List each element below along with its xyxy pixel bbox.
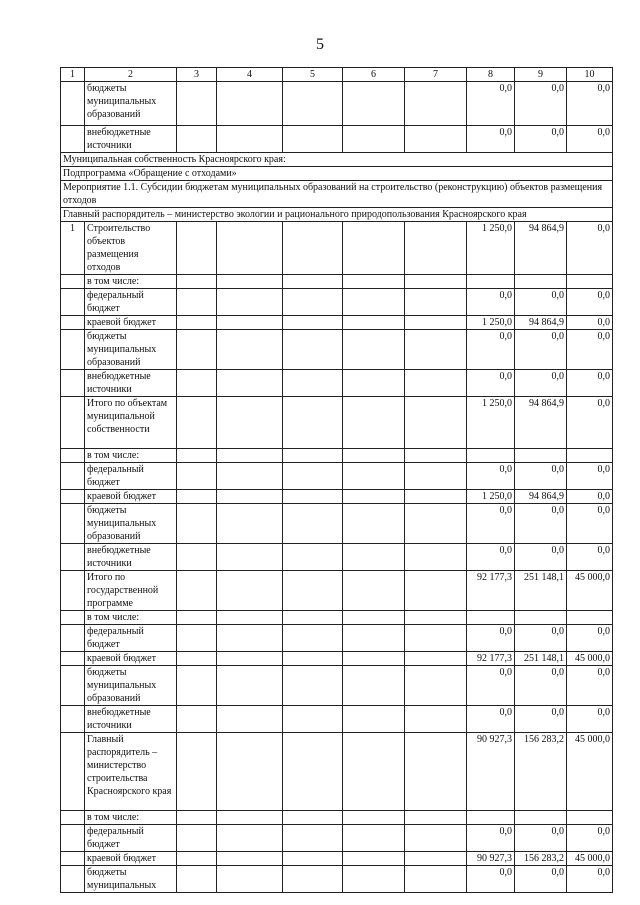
col-header: 3: [177, 68, 217, 82]
empty-cell: [343, 544, 405, 571]
empty-cell: [343, 504, 405, 544]
row-name-cell: внебюджетные источники: [85, 126, 177, 153]
empty-cell: [283, 82, 343, 126]
col-header: 10: [567, 68, 613, 82]
empty-cell: [405, 811, 467, 825]
empty-cell: [343, 316, 405, 330]
empty-cell: [405, 504, 467, 544]
empty-cell: [343, 126, 405, 153]
value-cell-9: 156 283,2: [515, 733, 567, 811]
empty-cell: [217, 126, 283, 153]
empty-cell: [343, 811, 405, 825]
value-cell-10: 0,0: [567, 82, 613, 126]
table-row: [61, 544, 613, 571]
value-cell-10: 0,0: [567, 222, 613, 275]
value-cell-9: 0,0: [515, 706, 567, 733]
empty-cell: [177, 82, 217, 126]
empty-cell: [217, 222, 283, 275]
value-cell-9: 0,0: [515, 866, 567, 893]
empty-cell: [177, 449, 217, 463]
col-header: 4: [217, 68, 283, 82]
row-number-cell: [61, 666, 85, 706]
empty-cell: [343, 289, 405, 316]
empty-cell: [283, 222, 343, 275]
row-name-cell: внебюджетные источники: [85, 370, 177, 397]
table-row: [61, 463, 613, 490]
row-number-cell: 1: [61, 222, 85, 275]
value-cell-8: [467, 811, 515, 825]
row-name-cell: в том числе:: [85, 275, 177, 289]
empty-cell: [177, 825, 217, 852]
empty-cell: [343, 652, 405, 666]
empty-cell: [405, 289, 467, 316]
empty-cell: [283, 571, 343, 611]
table-row: [61, 370, 613, 397]
empty-cell: [177, 370, 217, 397]
value-cell-9: 0,0: [515, 504, 567, 544]
empty-cell: [343, 666, 405, 706]
table-row: [61, 666, 613, 706]
value-cell-9: 0,0: [515, 330, 567, 370]
table-row: [61, 449, 613, 463]
empty-cell: [405, 316, 467, 330]
col-header: 6: [343, 68, 405, 82]
value-cell-10: 45 000,0: [567, 733, 613, 811]
empty-cell: [177, 666, 217, 706]
value-cell-9: 0,0: [515, 825, 567, 852]
empty-cell: [405, 222, 467, 275]
table-row: [61, 126, 613, 153]
row-number-cell: [61, 866, 85, 893]
value-cell-9: 0,0: [515, 544, 567, 571]
value-cell-10: 45 000,0: [567, 571, 613, 611]
row-number-cell: [61, 275, 85, 289]
value-cell-10: 0,0: [567, 866, 613, 893]
empty-cell: [177, 706, 217, 733]
empty-cell: [177, 611, 217, 625]
value-cell-8: 1 250,0: [467, 316, 515, 330]
section-heading: Мероприятие 1.1. Субсидии бюджетам муниципальных образований на строительство (реконструкцию) объектов размещения отходов: [61, 181, 613, 208]
value-cell-9: 94 864,9: [515, 316, 567, 330]
value-cell-8: 0,0: [467, 463, 515, 490]
empty-cell: [177, 571, 217, 611]
empty-cell: [405, 463, 467, 490]
empty-cell: [283, 811, 343, 825]
empty-cell: [343, 397, 405, 449]
table-row: [61, 289, 613, 316]
empty-cell: [343, 625, 405, 652]
empty-cell: [405, 666, 467, 706]
empty-cell: [177, 652, 217, 666]
empty-cell: [343, 275, 405, 289]
value-cell-9: [515, 449, 567, 463]
empty-cell: [217, 490, 283, 504]
table-row: [61, 811, 613, 825]
empty-cell: [177, 330, 217, 370]
empty-cell: [405, 449, 467, 463]
table-row: [61, 330, 613, 370]
row-name-cell: в том числе:: [85, 811, 177, 825]
empty-cell: [217, 330, 283, 370]
empty-cell: [405, 397, 467, 449]
value-cell-10: 45 000,0: [567, 852, 613, 866]
page-number: 5: [316, 36, 324, 53]
row-name-cell: Итого по объектам муниципальной собственности: [85, 397, 177, 449]
row-name-cell: в том числе:: [85, 611, 177, 625]
empty-cell: [217, 611, 283, 625]
empty-cell: [283, 825, 343, 852]
table-row: [61, 504, 613, 544]
table-row: [61, 825, 613, 852]
empty-cell: [177, 316, 217, 330]
value-cell-8: 90 927,3: [467, 852, 515, 866]
table-row: [61, 852, 613, 866]
row-number-cell: [61, 544, 85, 571]
row-number-cell: [61, 652, 85, 666]
empty-cell: [177, 625, 217, 652]
row-number-cell: [61, 316, 85, 330]
empty-cell: [283, 289, 343, 316]
empty-cell: [405, 571, 467, 611]
table-row: [61, 316, 613, 330]
empty-cell: [283, 490, 343, 504]
value-cell-10: 0,0: [567, 289, 613, 316]
empty-cell: [217, 733, 283, 811]
value-cell-8: 0,0: [467, 126, 515, 153]
empty-cell: [343, 490, 405, 504]
value-cell-8: 0,0: [467, 866, 515, 893]
empty-cell: [217, 463, 283, 490]
row-number-cell: [61, 449, 85, 463]
empty-cell: [343, 82, 405, 126]
row-number-cell: [61, 82, 85, 126]
value-cell-8: 0,0: [467, 825, 515, 852]
value-cell-9: 94 864,9: [515, 490, 567, 504]
value-cell-8: 1 250,0: [467, 490, 515, 504]
empty-cell: [283, 449, 343, 463]
empty-cell: [405, 370, 467, 397]
col-header: 9: [515, 68, 567, 82]
row-number-cell: [61, 825, 85, 852]
empty-cell: [217, 289, 283, 316]
row-name-cell: бюджеты муниципальных образований: [85, 504, 177, 544]
empty-cell: [177, 866, 217, 893]
value-cell-9: 94 864,9: [515, 397, 567, 449]
empty-cell: [177, 544, 217, 571]
value-cell-9: 156 283,2: [515, 852, 567, 866]
col-header: 5: [283, 68, 343, 82]
empty-cell: [177, 852, 217, 866]
empty-cell: [177, 397, 217, 449]
value-cell-9: 0,0: [515, 370, 567, 397]
empty-cell: [405, 544, 467, 571]
empty-cell: [405, 825, 467, 852]
empty-cell: [217, 652, 283, 666]
table-row: [61, 571, 613, 611]
value-cell-10: 0,0: [567, 370, 613, 397]
empty-cell: [343, 330, 405, 370]
value-cell-10: 0,0: [567, 504, 613, 544]
row-number-cell: [61, 811, 85, 825]
value-cell-8: [467, 611, 515, 625]
value-cell-8: 1 250,0: [467, 222, 515, 275]
value-cell-10: 0,0: [567, 316, 613, 330]
empty-cell: [217, 370, 283, 397]
table-row: [61, 275, 613, 289]
value-cell-9: 251 148,1: [515, 571, 567, 611]
row-number-cell: [61, 625, 85, 652]
row-number-cell: [61, 611, 85, 625]
row-name-cell: бюджеты муниципальных образований: [85, 666, 177, 706]
empty-cell: [283, 316, 343, 330]
value-cell-8: 0,0: [467, 330, 515, 370]
value-cell-8: 0,0: [467, 370, 515, 397]
row-name-cell: бюджеты муниципальных: [85, 866, 177, 893]
empty-cell: [217, 571, 283, 611]
value-cell-8: 0,0: [467, 544, 515, 571]
empty-cell: [283, 733, 343, 811]
value-cell-9: 0,0: [515, 463, 567, 490]
value-cell-10: [567, 449, 613, 463]
empty-cell: [343, 571, 405, 611]
value-cell-8: 0,0: [467, 666, 515, 706]
table-row: [61, 490, 613, 504]
value-cell-8: 0,0: [467, 706, 515, 733]
empty-cell: [177, 126, 217, 153]
value-cell-8: [467, 449, 515, 463]
empty-cell: [405, 733, 467, 811]
empty-cell: [283, 611, 343, 625]
row-name-cell: краевой бюджет: [85, 652, 177, 666]
empty-cell: [405, 330, 467, 370]
empty-cell: [283, 126, 343, 153]
row-number-cell: [61, 490, 85, 504]
col-header: 7: [405, 68, 467, 82]
table-row: [61, 153, 613, 167]
empty-cell: [343, 222, 405, 275]
budget-table: [60, 67, 613, 893]
empty-cell: [177, 490, 217, 504]
empty-cell: [405, 852, 467, 866]
value-cell-10: [567, 611, 613, 625]
row-number-cell: [61, 706, 85, 733]
value-cell-9: 94 864,9: [515, 222, 567, 275]
empty-cell: [283, 652, 343, 666]
empty-cell: [217, 852, 283, 866]
value-cell-10: [567, 275, 613, 289]
empty-cell: [283, 706, 343, 733]
empty-cell: [217, 866, 283, 893]
empty-cell: [283, 463, 343, 490]
empty-cell: [343, 449, 405, 463]
empty-cell: [283, 504, 343, 544]
empty-cell: [405, 706, 467, 733]
row-number-cell: [61, 463, 85, 490]
empty-cell: [217, 504, 283, 544]
value-cell-8: [467, 275, 515, 289]
table-row: [61, 208, 613, 222]
empty-cell: [283, 330, 343, 370]
empty-cell: [177, 275, 217, 289]
empty-cell: [177, 733, 217, 811]
section-heading: Главный распорядитель – министерство экологии и рационального природопользования Красноярского края: [61, 208, 613, 222]
row-number-cell: [61, 733, 85, 811]
row-number-cell: [61, 289, 85, 316]
row-name-cell: бюджеты муниципальных образований: [85, 330, 177, 370]
row-name-cell: федеральный бюджет: [85, 825, 177, 852]
header-row: [61, 68, 613, 82]
value-cell-10: 0,0: [567, 126, 613, 153]
table-row: [61, 866, 613, 893]
empty-cell: [283, 397, 343, 449]
empty-cell: [283, 370, 343, 397]
row-name-cell: федеральный бюджет: [85, 625, 177, 652]
empty-cell: [177, 504, 217, 544]
table-row: [61, 222, 613, 275]
table-body: [61, 82, 613, 893]
value-cell-10: [567, 811, 613, 825]
value-cell-10: 0,0: [567, 706, 613, 733]
value-cell-9: 251 148,1: [515, 652, 567, 666]
table-row: [61, 706, 613, 733]
row-name-cell: федеральный бюджет: [85, 289, 177, 316]
value-cell-10: 0,0: [567, 397, 613, 449]
empty-cell: [283, 666, 343, 706]
row-number-cell: [61, 504, 85, 544]
value-cell-9: 0,0: [515, 666, 567, 706]
empty-cell: [405, 275, 467, 289]
value-cell-8: 1 250,0: [467, 397, 515, 449]
row-number-cell: [61, 370, 85, 397]
empty-cell: [283, 625, 343, 652]
empty-cell: [343, 706, 405, 733]
row-number-cell: [61, 852, 85, 866]
row-number-cell: [61, 397, 85, 449]
empty-cell: [217, 397, 283, 449]
row-name-cell: Строительство объектов размещения отходов: [85, 222, 177, 275]
empty-cell: [405, 490, 467, 504]
empty-cell: [283, 544, 343, 571]
empty-cell: [343, 463, 405, 490]
empty-cell: [217, 625, 283, 652]
value-cell-9: [515, 811, 567, 825]
empty-cell: [217, 82, 283, 126]
empty-cell: [343, 825, 405, 852]
empty-cell: [217, 449, 283, 463]
row-name-cell: внебюджетные источники: [85, 544, 177, 571]
empty-cell: [343, 611, 405, 625]
empty-cell: [343, 866, 405, 893]
value-cell-9: 0,0: [515, 625, 567, 652]
table-row: [61, 611, 613, 625]
row-name-cell: федеральный бюджет: [85, 463, 177, 490]
empty-cell: [177, 289, 217, 316]
empty-cell: [217, 666, 283, 706]
row-name-cell: внебюджетные источники: [85, 706, 177, 733]
row-name-cell: краевой бюджет: [85, 316, 177, 330]
value-cell-9: 0,0: [515, 289, 567, 316]
row-name-cell: Итого по государственной программе: [85, 571, 177, 611]
value-cell-8: 0,0: [467, 82, 515, 126]
empty-cell: [343, 733, 405, 811]
value-cell-8: 90 927,3: [467, 733, 515, 811]
empty-cell: [177, 463, 217, 490]
value-cell-10: 0,0: [567, 825, 613, 852]
empty-cell: [405, 625, 467, 652]
row-number-cell: [61, 126, 85, 153]
empty-cell: [217, 544, 283, 571]
row-name-cell: бюджеты муниципальных образований: [85, 82, 177, 126]
value-cell-10: 0,0: [567, 666, 613, 706]
table-row: [61, 652, 613, 666]
value-cell-10: 45 000,0: [567, 652, 613, 666]
empty-cell: [283, 852, 343, 866]
section-heading: Подпрограмма «Обращение с отходами»: [61, 167, 613, 181]
empty-cell: [217, 706, 283, 733]
empty-cell: [405, 611, 467, 625]
empty-cell: [283, 866, 343, 893]
empty-cell: [343, 370, 405, 397]
row-name-cell: краевой бюджет: [85, 852, 177, 866]
empty-cell: [217, 825, 283, 852]
empty-cell: [405, 866, 467, 893]
value-cell-10: 0,0: [567, 490, 613, 504]
col-header: 8: [467, 68, 515, 82]
value-cell-10: 0,0: [567, 463, 613, 490]
row-name-cell: Главный распорядитель – министерство строительства Красноярского края: [85, 733, 177, 811]
section-heading: Муниципальная собственность Красноярского края:: [61, 153, 613, 167]
empty-cell: [217, 316, 283, 330]
empty-cell: [217, 811, 283, 825]
value-cell-10: 0,0: [567, 544, 613, 571]
value-cell-9: 0,0: [515, 126, 567, 153]
table-row: [61, 397, 613, 449]
value-cell-8: 0,0: [467, 504, 515, 544]
value-cell-8: 0,0: [467, 289, 515, 316]
value-cell-8: 92 177,3: [467, 652, 515, 666]
table-row: [61, 167, 613, 181]
value-cell-9: [515, 275, 567, 289]
empty-cell: [177, 811, 217, 825]
table-row: [61, 733, 613, 811]
table-row: [61, 82, 613, 126]
value-cell-10: 0,0: [567, 330, 613, 370]
col-header: 2: [85, 68, 177, 82]
value-cell-9: 0,0: [515, 82, 567, 126]
empty-cell: [405, 126, 467, 153]
row-number-cell: [61, 330, 85, 370]
value-cell-9: [515, 611, 567, 625]
empty-cell: [405, 82, 467, 126]
empty-cell: [283, 275, 343, 289]
row-name-cell: в том числе:: [85, 449, 177, 463]
value-cell-8: 92 177,3: [467, 571, 515, 611]
empty-cell: [405, 652, 467, 666]
col-header: 1: [61, 68, 85, 82]
empty-cell: [177, 222, 217, 275]
empty-cell: [343, 852, 405, 866]
row-name-cell: краевой бюджет: [85, 490, 177, 504]
row-number-cell: [61, 571, 85, 611]
empty-cell: [217, 275, 283, 289]
value-cell-8: 0,0: [467, 625, 515, 652]
table-row: [61, 181, 613, 208]
value-cell-10: 0,0: [567, 625, 613, 652]
table-row: [61, 625, 613, 652]
